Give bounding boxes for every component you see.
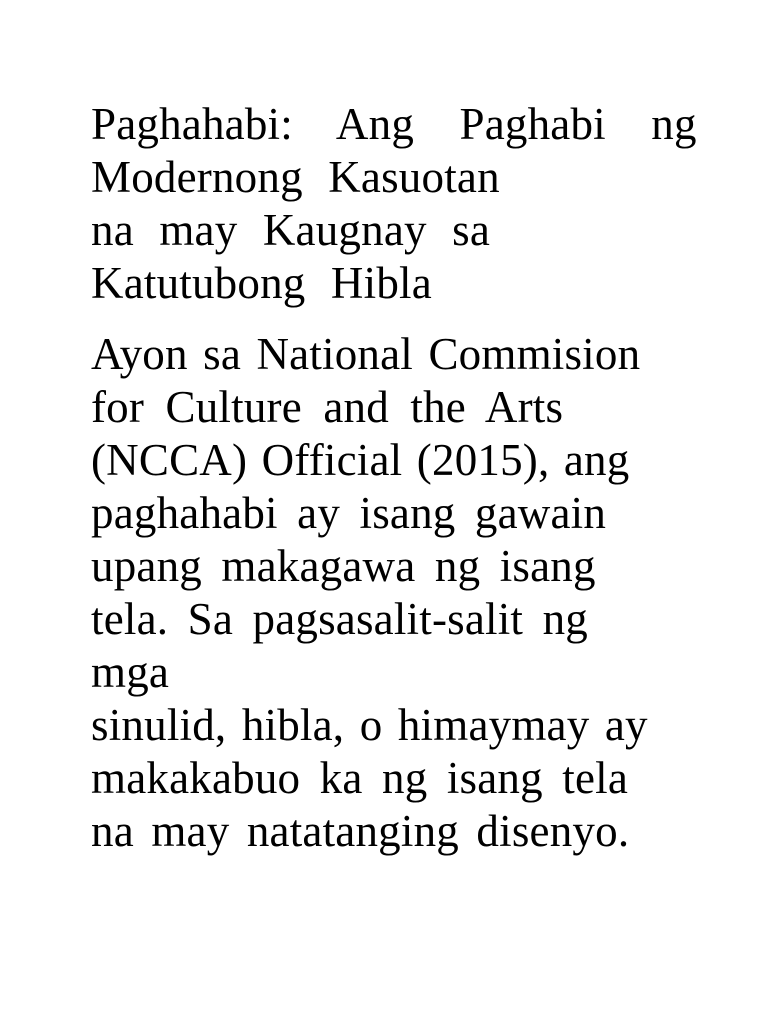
title-line-1 <box>91 98 697 151</box>
title-line-1-text: Paghahabi: Ang Paghabi ng <box>91 99 697 149</box>
title-line-4: Katutubong Hibla <box>91 258 432 308</box>
body-line-8: sinulid, hibla, o himaymay ay <box>91 700 648 750</box>
body-line-7: mga <box>91 647 170 697</box>
body-line-9: makakabuo ka ng isang tela <box>91 753 629 803</box>
title-line-3: na may Kaugnay sa <box>91 205 491 255</box>
document-title <box>91 98 697 310</box>
body-line-6: tela. Sa pagsasalit-salit ng <box>91 594 588 644</box>
body-line-2: for Culture and the Arts <box>91 382 564 432</box>
body-line-3: (NCCA) Official (2015), ang <box>91 435 630 485</box>
body-line-10: na may natatanging disenyo. <box>91 806 630 856</box>
body-line-5: upang makagawa ng isang <box>91 541 596 591</box>
body-line-4: paghahabi ay isang gawain <box>91 488 607 538</box>
body-line-1: Ayon sa National Commision <box>91 329 641 379</box>
document-body <box>91 328 666 858</box>
title-line-2: Modernong Kasuotan <box>91 152 500 202</box>
